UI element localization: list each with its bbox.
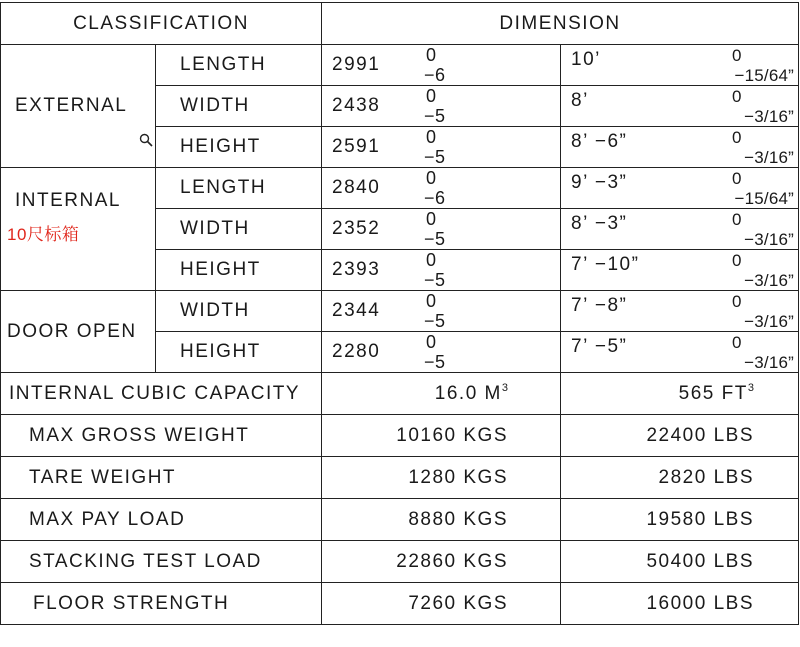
weight-metric: 1280 KGS <box>322 457 561 499</box>
imperial-value: 9’ −3” <box>571 172 628 193</box>
tol-lower: −3/16” <box>744 107 794 126</box>
magnifier-icon <box>139 133 153 147</box>
tol-upper: 0 <box>426 291 437 311</box>
tol-upper: 0 <box>426 45 437 65</box>
capacity-imperial-sup: 3 <box>747 382 754 394</box>
capacity-row <box>1 373 799 415</box>
header-row <box>1 3 799 45</box>
weight-label: FLOOR STRENGTH <box>1 583 322 625</box>
dimension-label: HEIGHT <box>156 332 322 373</box>
weight-metric: 7260 KGS <box>322 583 561 625</box>
capacity-metric <box>322 373 561 415</box>
tol-upper: 0 <box>732 46 742 65</box>
imperial-value: 8’ <box>571 90 589 111</box>
dimension-label: WIDTH <box>156 291 322 332</box>
tol-lower: −5 <box>424 229 446 249</box>
weight-imperial: 2820 LBS <box>561 457 799 499</box>
table-row <box>1 168 799 209</box>
imperial-tolerance <box>724 291 794 331</box>
dimension-label: WIDTH <box>156 86 322 127</box>
metric-cell <box>322 86 561 127</box>
metric-cell <box>322 250 561 291</box>
capacity-metric-sup: 3 <box>501 382 508 394</box>
imperial-cell <box>561 127 799 168</box>
metric-value: 2344 <box>332 300 381 321</box>
tol-upper: 0 <box>426 209 437 229</box>
tol-upper: 0 <box>426 86 437 106</box>
metric-cell <box>322 332 561 373</box>
imperial-cell <box>561 209 799 250</box>
weight-row <box>1 499 799 541</box>
dimension-label: HEIGHT <box>156 127 322 168</box>
tol-upper: 0 <box>426 168 437 188</box>
tol-lower: −5 <box>424 106 446 126</box>
tol-lower: −5 <box>424 352 446 372</box>
metric-tolerance <box>424 332 474 372</box>
weight-imperial: 19580 LBS <box>561 499 799 541</box>
group-external <box>1 45 156 168</box>
metric-value: 2393 <box>332 259 381 280</box>
group-internal <box>1 168 156 291</box>
imperial-tolerance <box>724 86 794 126</box>
header-dimension: DIMENSION <box>322 3 799 45</box>
metric-cell <box>322 127 561 168</box>
tol-lower: −6 <box>424 65 446 85</box>
imperial-tolerance <box>724 168 794 208</box>
capacity-label: INTERNAL CUBIC CAPACITY <box>1 373 322 415</box>
imperial-tolerance <box>724 250 794 290</box>
weight-imperial: 50400 LBS <box>561 541 799 583</box>
group-door-open <box>1 291 156 373</box>
tol-upper: 0 <box>732 128 742 147</box>
dimension-label: LENGTH <box>156 168 322 209</box>
imperial-cell <box>561 332 799 373</box>
tol-lower: −3/16” <box>744 148 794 167</box>
tol-lower: −5 <box>424 270 446 290</box>
tol-upper: 0 <box>732 210 742 229</box>
group-label: INTERNAL <box>15 190 121 211</box>
spec-table <box>0 2 799 625</box>
capacity-imperial <box>561 373 799 415</box>
imperial-value: 7’ −8” <box>571 295 628 316</box>
metric-cell <box>322 291 561 332</box>
imperial-cell <box>561 86 799 127</box>
tol-upper: 0 <box>732 333 742 352</box>
group-label: DOOR OPEN <box>7 320 137 342</box>
metric-tolerance <box>424 168 474 208</box>
capacity-imperial-value: 565 FT <box>678 383 748 404</box>
metric-value: 2591 <box>332 136 381 157</box>
dimension-label: LENGTH <box>156 45 322 86</box>
imperial-cell <box>561 291 799 332</box>
table-row <box>1 45 799 86</box>
imperial-value: 8’ −3” <box>571 213 628 234</box>
tol-upper: 0 <box>732 87 742 106</box>
weight-label: TARE WEIGHT <box>1 457 322 499</box>
weight-metric: 10160 KGS <box>322 415 561 457</box>
weight-imperial: 16000 LBS <box>561 583 799 625</box>
tol-lower: −5 <box>424 147 446 167</box>
metric-tolerance <box>424 209 474 249</box>
metric-tolerance <box>424 45 474 85</box>
imperial-value: 7’ −10” <box>571 254 640 275</box>
dimension-label: HEIGHT <box>156 250 322 291</box>
tol-upper: 0 <box>732 169 742 188</box>
group-label: EXTERNAL <box>15 95 128 116</box>
tol-lower: −3/16” <box>744 230 794 249</box>
tol-lower: −5 <box>424 311 446 331</box>
tol-upper: 0 <box>732 292 742 311</box>
weight-row <box>1 583 799 625</box>
metric-tolerance <box>424 86 474 126</box>
container-type-note: 10尺标箱 <box>7 225 80 244</box>
weight-row <box>1 457 799 499</box>
weight-label: STACKING TEST LOAD <box>1 541 322 583</box>
metric-value: 2438 <box>332 95 381 116</box>
weight-row <box>1 415 799 457</box>
tol-upper: 0 <box>426 127 437 147</box>
imperial-value: 7’ −5” <box>571 336 628 357</box>
tol-upper: 0 <box>732 251 742 270</box>
tol-lower: −15/64” <box>734 189 794 208</box>
tol-lower: −3/16” <box>744 353 794 372</box>
weight-metric: 22860 KGS <box>322 541 561 583</box>
tol-lower: −3/16” <box>744 312 794 331</box>
imperial-value: 8’ −6” <box>571 131 628 152</box>
imperial-cell <box>561 250 799 291</box>
tol-lower: −6 <box>424 188 446 208</box>
header-classification: CLASSIFICATION <box>1 3 322 45</box>
metric-cell <box>322 168 561 209</box>
tol-lower: −3/16” <box>744 271 794 290</box>
weight-label: MAX GROSS WEIGHT <box>1 415 322 457</box>
tol-upper: 0 <box>426 332 437 352</box>
capacity-metric-value: 16.0 M <box>434 383 502 404</box>
metric-value: 2352 <box>332 218 381 239</box>
metric-tolerance <box>424 291 474 331</box>
weight-row <box>1 541 799 583</box>
metric-value: 2991 <box>332 54 381 75</box>
weight-label: MAX PAY LOAD <box>1 499 322 541</box>
tol-lower: −15/64” <box>734 66 794 85</box>
dimension-label: WIDTH <box>156 209 322 250</box>
metric-cell <box>322 45 561 86</box>
imperial-value: 10’ <box>571 49 601 70</box>
imperial-tolerance <box>724 45 794 85</box>
imperial-cell <box>561 45 799 86</box>
tol-upper: 0 <box>426 250 437 270</box>
weight-imperial: 22400 LBS <box>561 415 799 457</box>
metric-tolerance <box>424 127 474 167</box>
metric-value: 2280 <box>332 341 381 362</box>
weight-metric: 8880 KGS <box>322 499 561 541</box>
imperial-tolerance <box>724 127 794 167</box>
metric-value: 2840 <box>332 177 381 198</box>
metric-tolerance <box>424 250 474 290</box>
metric-cell <box>322 209 561 250</box>
imperial-tolerance <box>724 332 794 372</box>
imperial-cell <box>561 168 799 209</box>
imperial-tolerance <box>724 209 794 249</box>
table-row <box>1 291 799 332</box>
